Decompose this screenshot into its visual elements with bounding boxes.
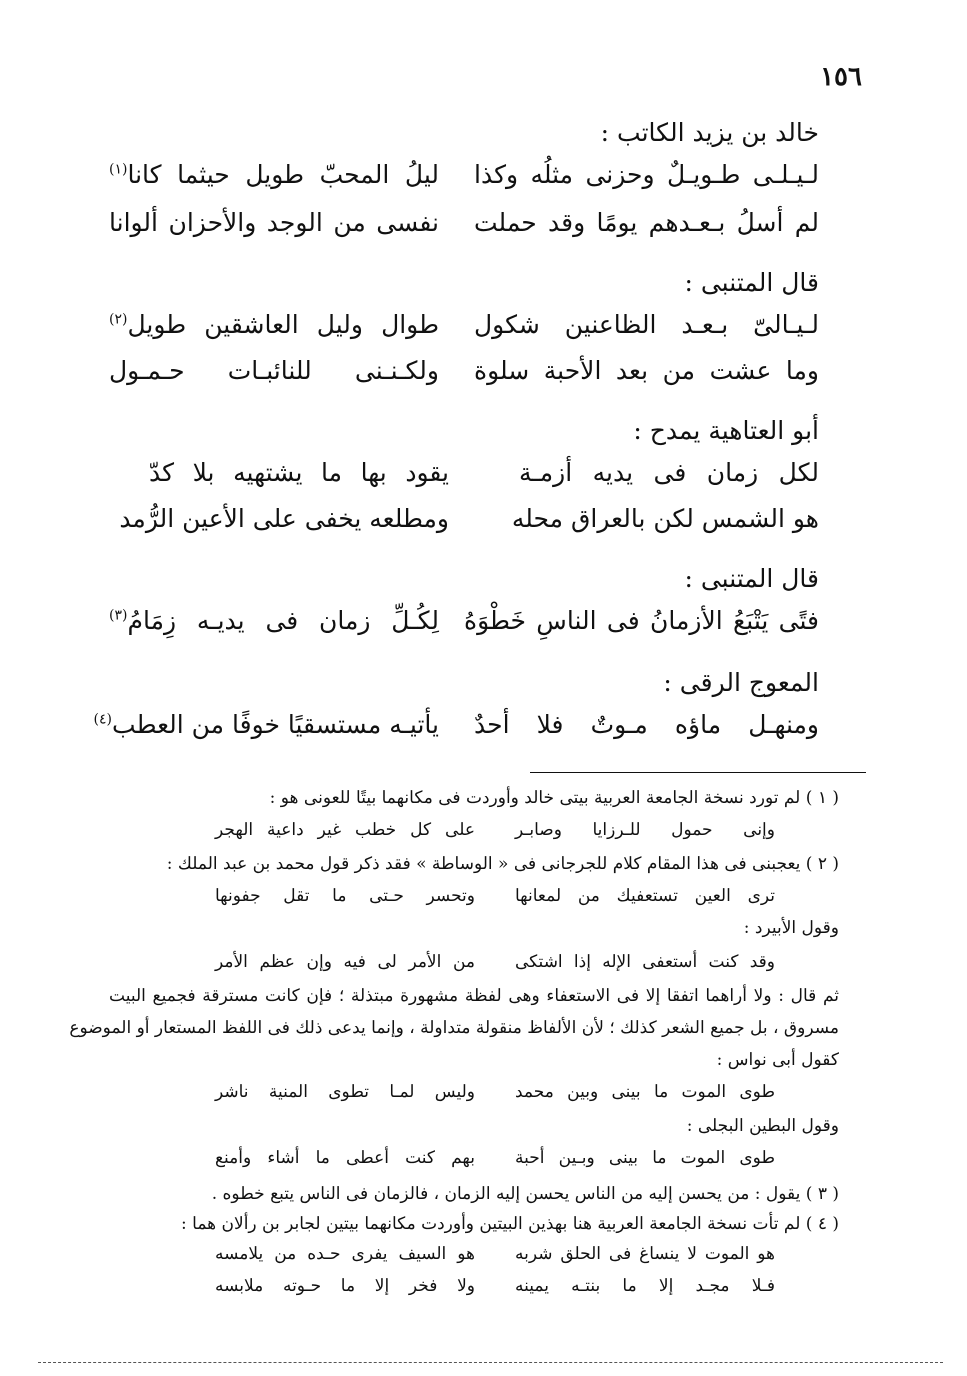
footnote-prose: ثم قال : ولا أراهما اتفقا إلا فى الاستعفاء وهى لفظة مشهورة مبتذلة ؛ فإن كانت مسترقة فجميع البيت	[109, 986, 839, 1006]
poet-heading-abu-al-atahiya: أبو العتاهية يمدح :	[633, 416, 819, 445]
hemistich-text: يأتيـه مستسقيًا خوفًا من العطب	[112, 710, 439, 739]
verse-hemistich-second	[109, 160, 439, 189]
verse-hemistich-second: نفسى من الوجد والأحزان ألوانا	[109, 208, 439, 237]
footnote-hemistich-second: بهم كنت أعطى ما أشاء وأمنع	[215, 1148, 475, 1168]
footnote-marker: (٣)	[109, 607, 128, 624]
footnote-separator	[530, 772, 866, 773]
verse-hemistich-first: وما عشت من بعد الأحبة سلوة	[474, 356, 819, 385]
footnote-marker: (٢)	[109, 311, 128, 328]
footnote-hemistich-first: فـلا مجـد إلا ما بنتـه يمينه	[515, 1276, 775, 1296]
footnote-prose: مسروق ، بل جميع الشعر كذلك ؛ لأن الألفاظ منقولة متداولة ، وإنما يدعى ذلك فى اللفظ المستعار أو الموضوع	[69, 1018, 839, 1038]
footnote-hemistich-second: وليس لمـا تطوى المنية ناشر	[215, 1082, 475, 1102]
footnote-hemistich-first: هو الموت لا ينساغ فى الحلق شربه	[515, 1244, 775, 1264]
footnote-2: ( ٢ ) يعجبنى فى هذا المقام كلام للجرجانى فى « الوساطة » فقد ذكر قول محمد بن عبد الملك :	[166, 854, 839, 874]
verse-hemistich-second	[109, 606, 439, 635]
footnote-hemistich-second: وتحسر حـتى ما تقل جفونها	[215, 886, 475, 906]
footnote-hemistich-first: وقد كنت أستعفى الإله إذا اشتكى	[515, 952, 775, 972]
page-bottom-edge	[38, 1362, 943, 1363]
footnote-4: ( ٤ ) لم تأت نسخة الجامعة العربية هنا بهذين البيتين وأوردت مكانهما بيتين لجابر بن رألان هما :	[181, 1214, 839, 1234]
page-number: ١٥٦	[820, 62, 862, 92]
verse-hemistich-first: ومنهـل ماؤه مـوتٌ فلا أحدٌ	[474, 710, 819, 739]
verse-row	[109, 160, 819, 200]
footnote-hemistich-first: طوى الموت ما بينى وبين محمد	[515, 1082, 775, 1102]
verse-hemistich-first: لم أسلُ بـعـدهم يومًا وقد حملت	[474, 208, 819, 237]
verse-row	[109, 606, 819, 646]
footnote-hemistich-second: على كل خطب غير داعية الهجر	[215, 820, 475, 840]
poet-heading-mutanabbi: قال المتنبى :	[684, 268, 819, 297]
verse-hemistich-first: هو الشمس لكن بالعراق محله	[511, 504, 819, 533]
verse-row	[109, 208, 819, 248]
hemistich-text: طوال وليل العاشقين طويل	[127, 310, 439, 339]
poet-heading-mutanabbi-2: قال المتنبى :	[684, 564, 819, 593]
footnote-quote-intro: وقول الأبيرد :	[743, 918, 839, 938]
verse-hemistich-second	[109, 310, 439, 339]
footnote-hemistich-second: هو السيف يفرى حـده من يلامسه	[215, 1244, 475, 1264]
verse-hemistich-first: لـيـلـى طـويـلٌ وحزنى مثلُه وكذا	[474, 160, 819, 189]
verse-hemistich-first: فتًى يَتْبَعُ الأزمانُ فى الناسِ خَطْوَهُ	[464, 606, 819, 635]
footnote-hemistich-second: ولا فخر إلا ما حـوته ملابسه	[215, 1276, 475, 1296]
footnote-hemistich-first: طوى الموت ما بينى وبـين أحبة	[515, 1148, 775, 1168]
verse-hemistich-second: ومطلعه يخفى على الأعين الرُّمد	[119, 504, 449, 533]
footnote-marker: (١)	[109, 161, 128, 178]
verse-row	[109, 310, 819, 350]
poet-heading-al-mawj: المعوج الرقى :	[663, 668, 819, 697]
footnote-hemistich-first: وإنى حمول للـرزايا وصابـر	[515, 820, 775, 840]
footnote-1: ( ١ ) لم تورد نسخة الجامعة العربية بيتى خالد وأوردت فى مكانهما بيتًا للعونى هو :	[269, 788, 839, 808]
footnote-hemistich-first: ترى العين تستعفيك من لمعانها	[515, 886, 775, 906]
poet-heading-khalid: خالد بن يزيد الكاتب :	[600, 118, 819, 147]
hemistich-text: ليلُ المحبّ طويل حيثما كانا	[127, 160, 439, 189]
footnote-3: ( ٣ ) يقول : من يحسن إليه من الناس يحسن إليه الزمان ، فالزمان فى الناس يتبع خطوه .	[211, 1184, 839, 1204]
verse-hemistich-first: لكل زمان فى يديه أزمـة	[519, 458, 819, 487]
verse-row	[109, 458, 819, 498]
hemistich-text: لِكُـلِّ زمان فى يديـه زِمَامُ	[127, 606, 439, 635]
verse-row	[109, 356, 819, 396]
footnote-hemistich-second: من الأمر لى فيه وإن عظم الأمر	[215, 952, 475, 972]
verse-hemistich-second: ولكـنـنى للنائبـات حـمـول	[109, 356, 439, 385]
verse-hemistich-second: يقود بها ما يشتهيه بلا كدّ	[149, 458, 449, 487]
verse-row	[93, 710, 819, 750]
verse-row	[109, 504, 819, 544]
footnote-quote-intro: وقول البطين البجلى :	[686, 1116, 839, 1136]
footnote-marker: (٤)	[93, 711, 113, 728]
verse-hemistich-second	[93, 710, 439, 739]
verse-hemistich-first: لـيـالىّ بـعـد الظاعنين شكول	[474, 310, 819, 339]
footnote-quote-intro: كقول أبى نواس :	[716, 1050, 839, 1070]
